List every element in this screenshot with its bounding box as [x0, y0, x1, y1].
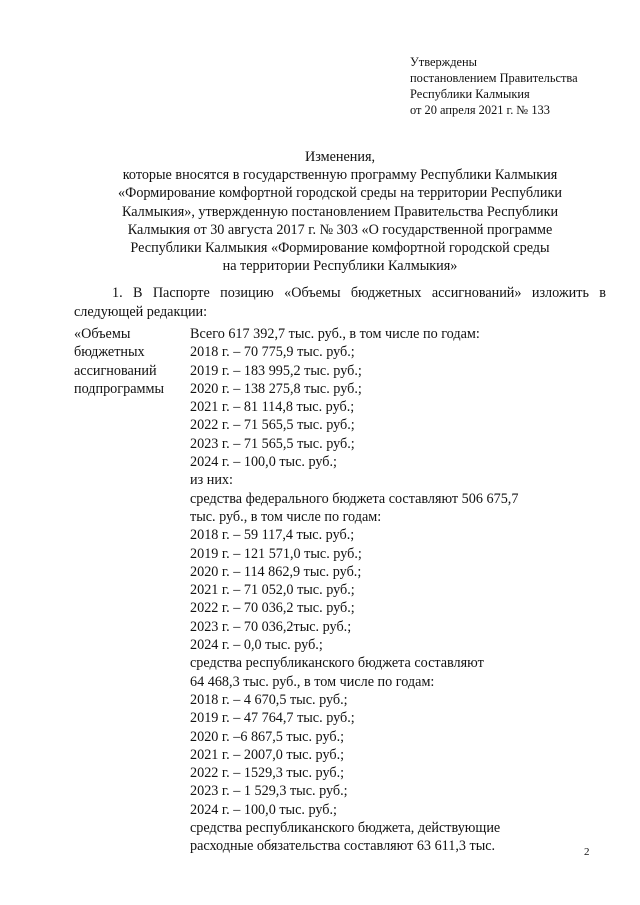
budget-line: 2024 г. – 0,0 тыс. руб.;	[190, 637, 323, 654]
budget-line: 2019 г. – 47 764,7 тыс. руб.;	[190, 710, 355, 727]
approval-line: Утверждены	[410, 55, 477, 69]
budget-line: 64 468,3 тыс. руб., в том числе по годам:	[190, 673, 435, 690]
budget-line: 2023 г. – 71 565,5 тыс. руб.;	[190, 435, 355, 452]
intro-line: следующей редакции:	[74, 304, 208, 320]
budget-line: 2024 г. – 100,0 тыс. руб.;	[190, 801, 337, 818]
document-heading	[60, 148, 620, 275]
budget-line: 2019 г. – 183 995,2 тыс. руб.;	[190, 362, 362, 379]
budget-line: 2021 г. – 71 052,0 тыс. руб.;	[190, 582, 355, 599]
heading-line: которые вносятся в государственную программу Республики Калмыкия	[122, 167, 558, 184]
budget-line: 2024 г. – 100,0 тыс. руб.;	[190, 454, 337, 471]
budget-line: 2023 г. – 70 036,2тыс. руб.;	[190, 618, 352, 635]
budget-line: 2018 г. – 4 670,5 тыс. руб.;	[190, 691, 348, 708]
label-line: ассигнований	[74, 362, 157, 379]
heading-line: Республики Калмыкия «Формирование комфортной городской среды	[130, 240, 550, 257]
budget-line: средства республиканского бюджета, действующие	[190, 820, 501, 837]
approval-line: постановлением Правительства	[410, 71, 578, 85]
position-label	[74, 325, 164, 398]
budget-line: из них:	[190, 472, 233, 489]
budget-line: Всего 617 392,7 тыс. руб., в том числе по годам:	[190, 326, 480, 342]
heading-line: «Формирование комфортной городской среды на территории Республики	[118, 185, 562, 202]
intro-paragraph	[74, 284, 606, 322]
page-number: 2	[584, 846, 590, 858]
budget-line: 2020 г. –6 867,5 тыс. руб.;	[190, 728, 345, 745]
heading-line: Изменения,	[304, 149, 376, 165]
budget-line: расходные обязательства составляют 63 611,3 тыс.	[190, 838, 496, 855]
heading-line: Калмыкия от 30 августа 2017 г. № 303 «О государственной программе	[127, 221, 553, 238]
intro-line: 1. В Паспорте позицию «Объемы бюджетных ассигнований» изложить в	[112, 285, 606, 301]
budget-line: 2020 г. – 114 862,9 тыс. руб.;	[190, 563, 362, 580]
budget-details	[190, 325, 518, 856]
budget-line: 2019 г. – 121 571,0 тыс. руб.;	[190, 545, 362, 562]
approval-line: Республики Калмыкия	[410, 87, 530, 101]
budget-line: 2018 г. – 59 117,4 тыс. руб.;	[190, 527, 355, 544]
budget-line: 2022 г. – 1529,3 тыс. руб.;	[190, 765, 345, 782]
approval-line: от 20 апреля 2021 г. № 133	[410, 103, 550, 117]
heading-line: Калмыкия», утвержденную постановлением Правительства Республики	[121, 203, 559, 220]
budget-line: тыс. руб., в том числе по годам:	[190, 508, 382, 525]
label-line: бюджетных	[74, 344, 145, 361]
budget-line: 2022 г. – 70 036,2 тыс. руб.;	[190, 600, 355, 617]
budget-line: 2018 г. – 70 775,9 тыс. руб.;	[190, 344, 355, 361]
budget-line: 2021 г. – 2007,0 тыс. руб.;	[190, 746, 345, 763]
label-line: «Объемы	[74, 326, 131, 342]
budget-line: средства федерального бюджета составляют 506 675,7	[190, 490, 519, 507]
label-line: подпрограммы	[74, 380, 164, 397]
budget-line: 2020 г. – 138 275,8 тыс. руб.;	[190, 380, 362, 397]
budget-line: 2022 г. – 71 565,5 тыс. руб.;	[190, 417, 355, 434]
budget-line: 2023 г. – 1 529,3 тыс. руб.;	[190, 783, 348, 800]
budget-line: средства республиканского бюджета составляют	[190, 655, 484, 672]
budget-line: 2021 г. – 81 114,8 тыс. руб.;	[190, 399, 355, 416]
approval-stamp	[410, 54, 578, 118]
heading-line: на территории Республики Калмыкия»	[222, 258, 458, 275]
